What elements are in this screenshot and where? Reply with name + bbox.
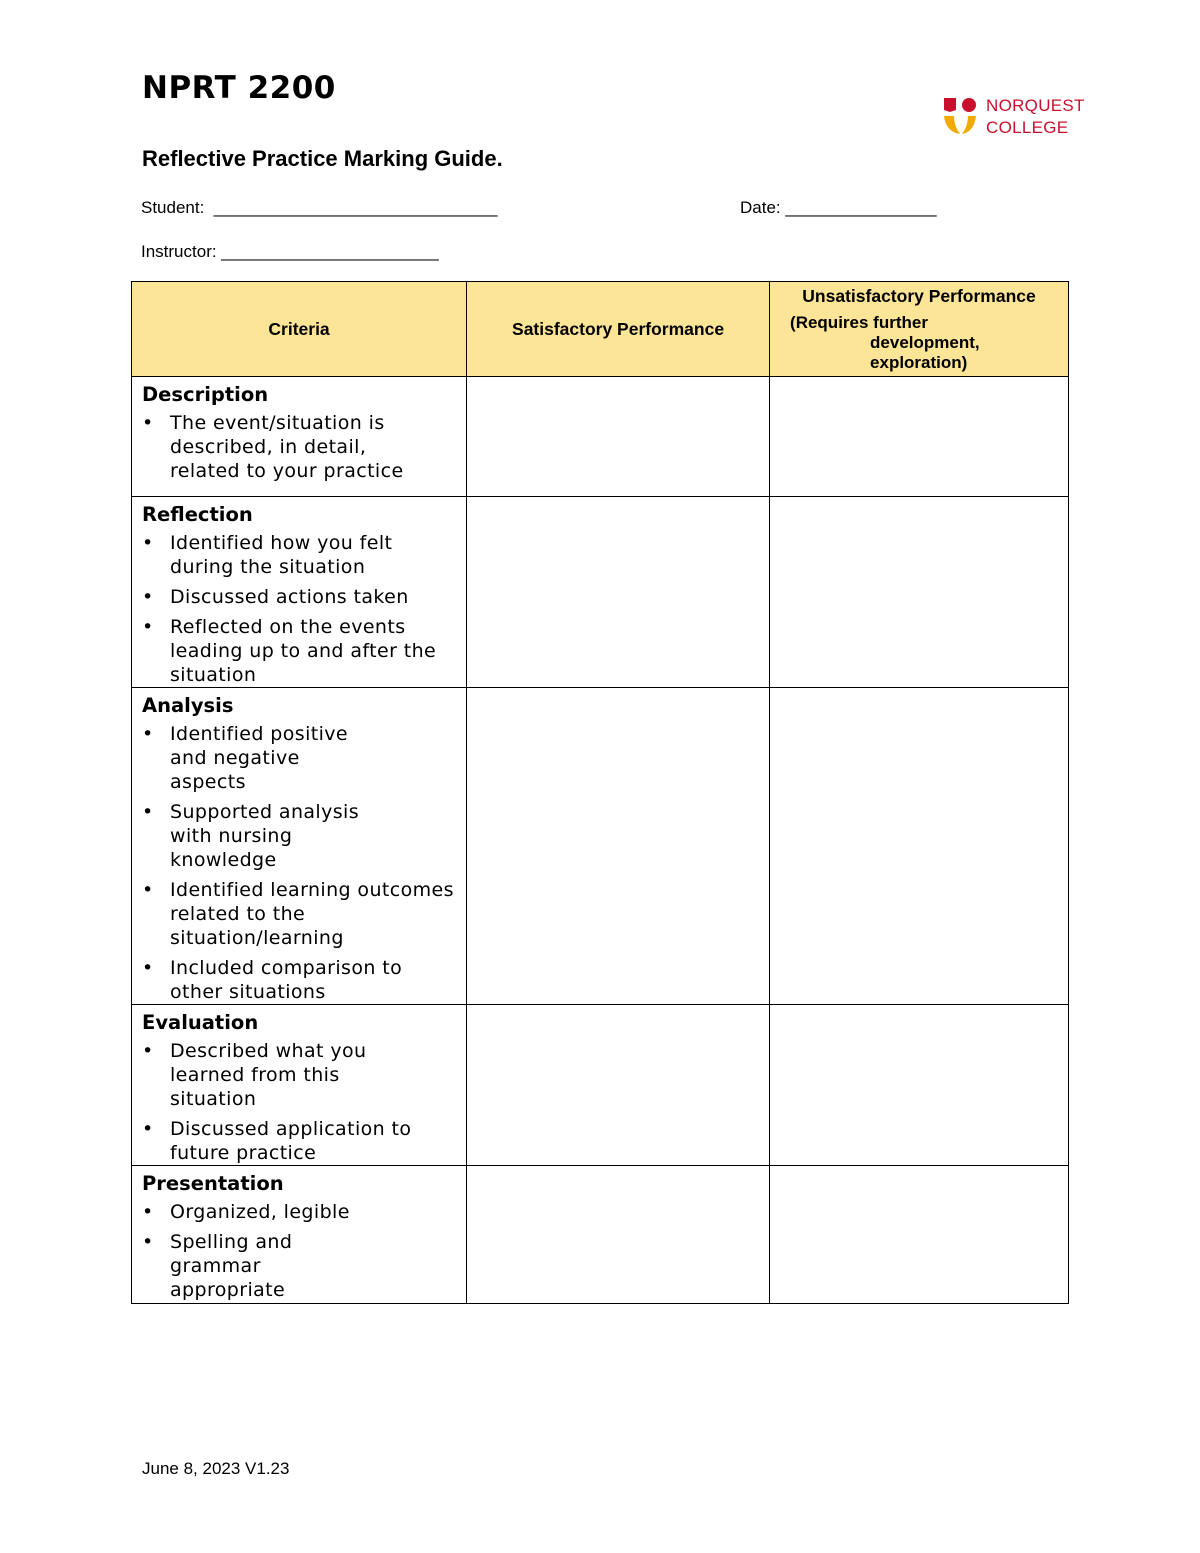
criteria-cell (132, 497, 467, 688)
criteria-bullet-list (142, 1039, 458, 1165)
logo-line-1: NORQUEST (986, 96, 1085, 115)
instructor-field[interactable]: Instructor: _______________________ (141, 242, 439, 261)
unsatisfactory-note: (Requires further development, exploration) (790, 312, 980, 372)
criteria-bullet: • Identified how you felt during the situation (142, 531, 428, 579)
criteria-bullet-list (142, 411, 458, 483)
criteria-bullet: • Described what you learned from this situation (142, 1039, 398, 1111)
satisfactory-cell[interactable] (467, 688, 770, 1005)
criteria-title: Description (142, 383, 269, 406)
criteria-bullet-list (142, 1200, 458, 1302)
column-header-unsatisfactory (770, 282, 1069, 377)
unsatisfactory-cell[interactable] (770, 1166, 1069, 1304)
satisfactory-cell[interactable] (467, 1005, 770, 1166)
logo-wordmark (986, 95, 1085, 139)
footer-version: June 8, 2023 V1.23 (142, 1459, 290, 1478)
table-row (132, 688, 1069, 1005)
criteria-bullet: • Reflected on the events leading up to and after the situation (142, 615, 458, 687)
criteria-title: Evaluation (142, 1011, 259, 1034)
satisfactory-cell[interactable] (467, 377, 770, 497)
column-header-criteria: Criteria (132, 282, 467, 377)
page-title: Reflective Practice Marking Guide. (142, 146, 503, 171)
satisfactory-cell[interactable] (467, 1166, 770, 1304)
date-field[interactable]: Date: ________________ (740, 198, 937, 217)
criteria-bullet-list (142, 722, 458, 1004)
marking-rubric-table (131, 281, 1069, 1304)
criteria-bullet: • Identified positive and negative aspects (142, 722, 378, 794)
criteria-bullet: • Included comparison to other situations (142, 956, 458, 1004)
norquest-logo (942, 94, 1102, 140)
logo-line-2: COLLEGE (986, 118, 1069, 137)
criteria-cell (132, 688, 467, 1005)
criteria-title: Analysis (142, 694, 234, 717)
criteria-bullet: • Organized, legible (142, 1200, 458, 1224)
table-row (132, 377, 1069, 497)
unsatisfactory-cell[interactable] (770, 1005, 1069, 1166)
criteria-bullet: • Discussed actions taken (142, 585, 458, 609)
student-field[interactable]: Student: ______________________________ (141, 198, 498, 217)
criteria-cell (132, 1166, 467, 1304)
table-header-row (132, 282, 1069, 377)
criteria-bullet-list (142, 531, 458, 687)
unsatisfactory-cell[interactable] (770, 497, 1069, 688)
criteria-cell (132, 377, 467, 497)
course-code: NPRT 2200 (142, 70, 336, 106)
unsatisfactory-cell[interactable] (770, 377, 1069, 497)
criteria-bullet: • Spelling and grammar appropriate (142, 1230, 328, 1302)
satisfactory-cell[interactable] (467, 497, 770, 688)
unsatisfactory-cell[interactable] (770, 688, 1069, 1005)
unsatisfactory-title: Unsatisfactory Performance (802, 285, 1036, 306)
criteria-bullet: • Supported analysis with nursing knowledge (142, 800, 388, 872)
table-row (132, 1166, 1069, 1304)
criteria-bullet: • Discussed application to future practice (142, 1117, 458, 1165)
column-header-satisfactory: Satisfactory Performance (467, 282, 770, 377)
criteria-cell (132, 1005, 467, 1166)
criteria-bullet: • Identified learning outcomes related to the situation/learning (142, 878, 458, 950)
table-row (132, 497, 1069, 688)
criteria-title: Reflection (142, 503, 253, 526)
table-row (132, 1005, 1069, 1166)
criteria-bullet: • The event/situation is described, in detail, related to your practice (142, 411, 438, 483)
criteria-title: Presentation (142, 1172, 284, 1195)
norquest-logo-mark-icon (942, 96, 980, 136)
